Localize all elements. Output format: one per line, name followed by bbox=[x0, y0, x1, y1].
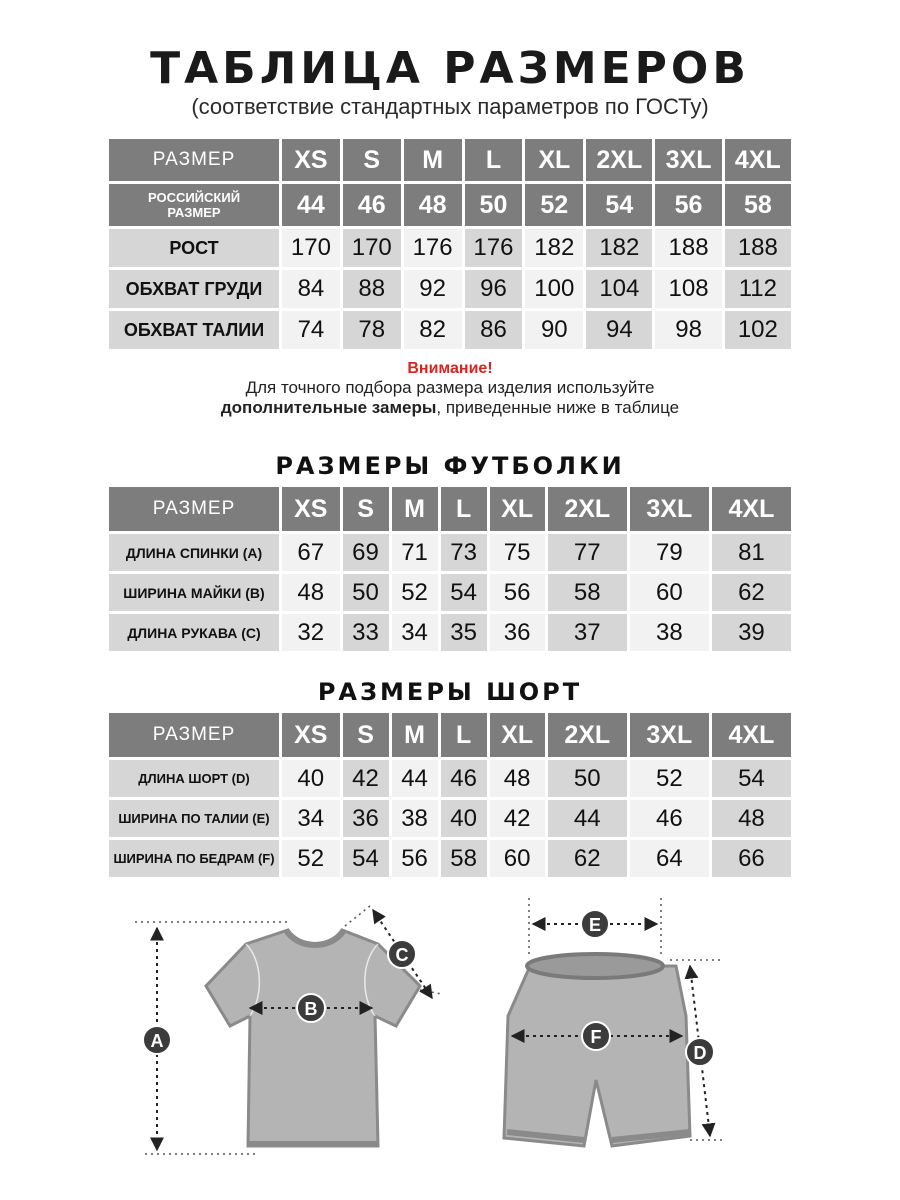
size-header: XL bbox=[490, 487, 545, 531]
table-cell: 32 bbox=[282, 614, 340, 651]
table-cell: 58 bbox=[725, 184, 791, 226]
size-header: 2XL bbox=[548, 713, 627, 757]
size-header: 2XL bbox=[548, 487, 627, 531]
table-cell: 52 bbox=[282, 840, 340, 877]
header-label: РАЗМЕР bbox=[109, 139, 279, 181]
table-cell: 44 bbox=[548, 800, 627, 837]
marker-d-label: D bbox=[693, 1043, 707, 1063]
table-cell: 102 bbox=[725, 311, 791, 349]
size-header: XS bbox=[282, 713, 340, 757]
table-cell: 60 bbox=[630, 574, 709, 611]
notice-block bbox=[0, 360, 900, 418]
table-cell: 182 bbox=[525, 229, 583, 267]
table-cell: 48 bbox=[404, 184, 462, 226]
row-label: ОБХВАТ ТАЛИИ bbox=[109, 311, 279, 349]
size-header: 3XL bbox=[630, 713, 709, 757]
table-row-waist bbox=[109, 311, 791, 349]
table-cell: 112 bbox=[725, 270, 791, 308]
size-header: 4XL bbox=[712, 487, 791, 531]
table-cell: 170 bbox=[343, 229, 401, 267]
notice-line-1: Для точного подбора размера изделия используйте bbox=[245, 378, 655, 397]
table-cell: 60 bbox=[490, 840, 545, 877]
main-size-table bbox=[106, 136, 794, 352]
table-cell: 82 bbox=[404, 311, 462, 349]
table-cell: 58 bbox=[548, 574, 627, 611]
table-cell: 48 bbox=[712, 800, 791, 837]
table-cell: 48 bbox=[282, 574, 340, 611]
size-header: L bbox=[441, 713, 487, 757]
size-header: XL bbox=[525, 139, 583, 181]
table-cell: 56 bbox=[490, 574, 545, 611]
size-header: 4XL bbox=[725, 139, 791, 181]
table-cell: 58 bbox=[441, 840, 487, 877]
table-cell: 62 bbox=[712, 574, 791, 611]
table-cell: 56 bbox=[655, 184, 721, 226]
table-row bbox=[109, 840, 791, 877]
table-cell: 48 bbox=[490, 760, 545, 797]
table-header-row bbox=[109, 713, 791, 757]
table-cell: 78 bbox=[343, 311, 401, 349]
table-cell: 73 bbox=[441, 534, 487, 571]
table-header-row bbox=[109, 487, 791, 531]
table-cell: 96 bbox=[465, 270, 523, 308]
row-label: ШИРИНА МАЙКИ (B) bbox=[109, 574, 279, 611]
marker-c-label: C bbox=[395, 945, 409, 965]
table-cell: 33 bbox=[343, 614, 389, 651]
marker-f-label: F bbox=[590, 1027, 602, 1047]
size-header: 4XL bbox=[712, 713, 791, 757]
tshirt-illustration bbox=[206, 930, 420, 1146]
table-cell: 79 bbox=[630, 534, 709, 571]
table-cell: 108 bbox=[655, 270, 721, 308]
table-row bbox=[109, 614, 791, 651]
table-cell: 81 bbox=[712, 534, 791, 571]
table-row bbox=[109, 760, 791, 797]
table-cell: 94 bbox=[586, 311, 652, 349]
table-cell: 84 bbox=[282, 270, 340, 308]
table-cell: 64 bbox=[630, 840, 709, 877]
table-cell: 176 bbox=[465, 229, 523, 267]
table-cell: 66 bbox=[712, 840, 791, 877]
table-cell: 35 bbox=[441, 614, 487, 651]
table-cell: 100 bbox=[525, 270, 583, 308]
table-cell: 170 bbox=[282, 229, 340, 267]
table-cell: 90 bbox=[525, 311, 583, 349]
table-row bbox=[109, 574, 791, 611]
marker-a-label: A bbox=[150, 1031, 164, 1051]
table-cell: 34 bbox=[282, 800, 340, 837]
size-header: M bbox=[392, 713, 438, 757]
table-cell: 74 bbox=[282, 311, 340, 349]
size-header: XL bbox=[490, 713, 545, 757]
table-cell: 38 bbox=[630, 614, 709, 651]
table-cell: 75 bbox=[490, 534, 545, 571]
size-header: 3XL bbox=[630, 487, 709, 531]
row-label: ДЛИНА ШОРТ (D) bbox=[109, 760, 279, 797]
row-label: РОСТ bbox=[109, 229, 279, 267]
tshirt-section-title: РАЗМЕРЫ ФУТБОЛКИ bbox=[275, 452, 625, 480]
row-label: ОБХВАТ ГРУДИ bbox=[109, 270, 279, 308]
notice-warning: Внимание! bbox=[407, 360, 493, 377]
table-cell: 92 bbox=[404, 270, 462, 308]
table-cell: 42 bbox=[490, 800, 545, 837]
row-label: ШИРИНА ПО ТАЛИИ (E) bbox=[109, 800, 279, 837]
page-subtitle: (соответствие стандартных параметров по ГОСТу) bbox=[191, 94, 709, 119]
header-label: РАЗМЕР bbox=[109, 487, 279, 531]
table-cell: 188 bbox=[655, 229, 721, 267]
table-cell: 71 bbox=[392, 534, 438, 571]
row-label: ДЛИНА РУКАВА (C) bbox=[109, 614, 279, 651]
size-header: S bbox=[343, 487, 389, 531]
shorts-size-table bbox=[106, 710, 794, 880]
table-cell: 54 bbox=[441, 574, 487, 611]
table-cell: 46 bbox=[630, 800, 709, 837]
table-cell: 46 bbox=[343, 184, 401, 226]
notice-rest: , приведенные ниже в таблице bbox=[436, 398, 680, 417]
header-label: РАЗМЕР bbox=[109, 713, 279, 757]
size-header: L bbox=[465, 139, 523, 181]
size-header: S bbox=[343, 139, 401, 181]
table-cell: 37 bbox=[548, 614, 627, 651]
table-cell: 182 bbox=[586, 229, 652, 267]
table-cell: 77 bbox=[548, 534, 627, 571]
table-cell: 40 bbox=[282, 760, 340, 797]
table-cell: 86 bbox=[465, 311, 523, 349]
size-header: XS bbox=[282, 487, 340, 531]
table-cell: 52 bbox=[392, 574, 438, 611]
table-cell: 54 bbox=[712, 760, 791, 797]
table-cell: 36 bbox=[343, 800, 389, 837]
size-header: XS bbox=[282, 139, 340, 181]
table-cell: 50 bbox=[548, 760, 627, 797]
table-cell: 42 bbox=[343, 760, 389, 797]
table-cell: 176 bbox=[404, 229, 462, 267]
size-header: S bbox=[343, 713, 389, 757]
page-title: ТАБЛИЦА РАЗМЕРОВ bbox=[150, 43, 750, 94]
row-label: ШИРИНА ПО БЕДРАМ (F) bbox=[109, 840, 279, 877]
table-cell: 38 bbox=[392, 800, 438, 837]
table-cell: 39 bbox=[712, 614, 791, 651]
table-cell: 67 bbox=[282, 534, 340, 571]
table-cell: 188 bbox=[725, 229, 791, 267]
table-cell: 54 bbox=[586, 184, 652, 226]
notice-line-2 bbox=[0, 398, 900, 418]
size-header: L bbox=[441, 487, 487, 531]
table-cell: 104 bbox=[586, 270, 652, 308]
size-header: 3XL bbox=[655, 139, 721, 181]
table-cell: 50 bbox=[465, 184, 523, 226]
tshirt-size-table bbox=[106, 484, 794, 654]
table-row-chest bbox=[109, 270, 791, 308]
shorts-section-title: РАЗМЕРЫ ШОРТ bbox=[317, 678, 583, 706]
notice-emphasis: дополнительные замеры bbox=[220, 398, 437, 417]
table-header-row bbox=[109, 139, 791, 181]
table-row bbox=[109, 534, 791, 571]
row-label: ДЛИНА СПИНКИ (A) bbox=[109, 534, 279, 571]
table-row bbox=[109, 800, 791, 837]
size-header: M bbox=[392, 487, 438, 531]
table-cell: 46 bbox=[441, 760, 487, 797]
table-cell: 36 bbox=[490, 614, 545, 651]
table-cell: 98 bbox=[655, 311, 721, 349]
row-label: РОССИЙСКИЙ РАЗМЕР bbox=[109, 184, 279, 226]
table-cell: 56 bbox=[392, 840, 438, 877]
table-cell: 40 bbox=[441, 800, 487, 837]
table-cell: 44 bbox=[392, 760, 438, 797]
measurement-diagram bbox=[0, 890, 900, 1190]
table-cell: 54 bbox=[343, 840, 389, 877]
marker-e-label: E bbox=[588, 915, 602, 935]
size-header: M bbox=[404, 139, 462, 181]
table-cell: 50 bbox=[343, 574, 389, 611]
table-cell: 69 bbox=[343, 534, 389, 571]
table-cell: 44 bbox=[282, 184, 340, 226]
table-row-height bbox=[109, 229, 791, 267]
table-cell: 52 bbox=[630, 760, 709, 797]
table-row-russian-size bbox=[109, 184, 791, 226]
table-cell: 34 bbox=[392, 614, 438, 651]
table-cell: 88 bbox=[343, 270, 401, 308]
marker-b-label: B bbox=[304, 999, 318, 1019]
table-cell: 52 bbox=[525, 184, 583, 226]
table-cell: 62 bbox=[548, 840, 627, 877]
size-header: 2XL bbox=[586, 139, 652, 181]
